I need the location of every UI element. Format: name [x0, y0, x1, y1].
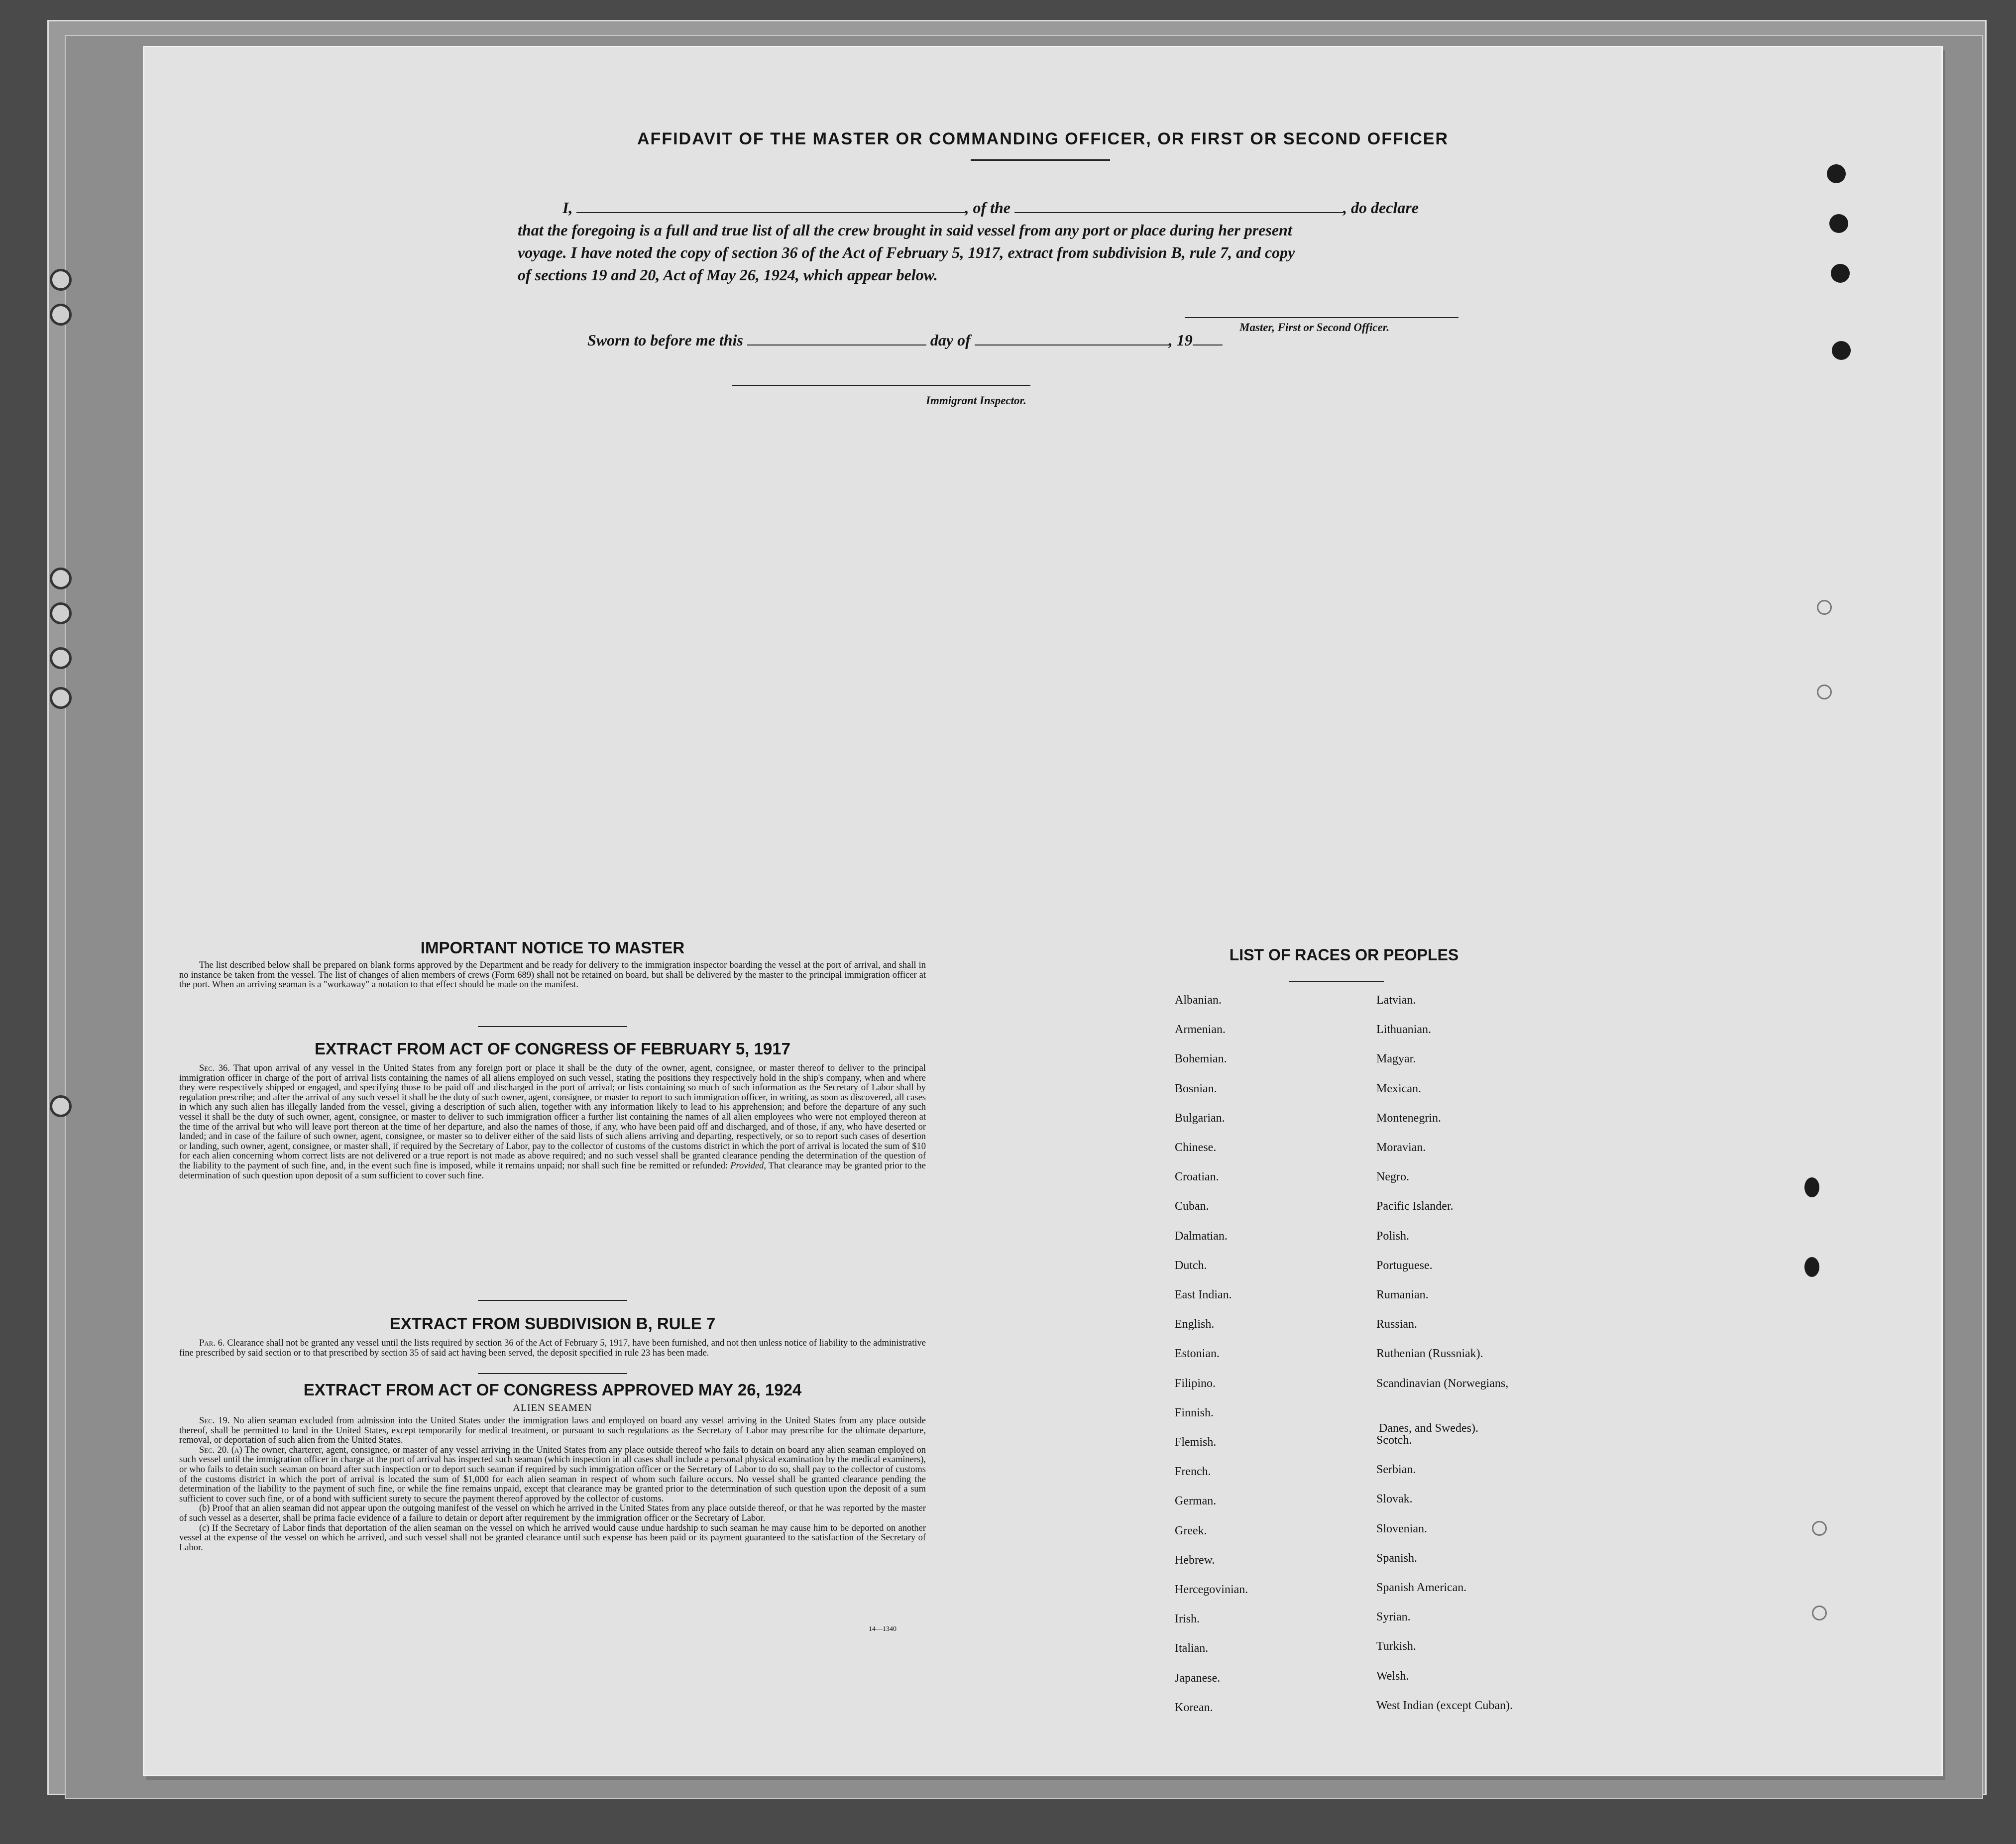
sworn-year-field[interactable]	[1193, 332, 1223, 346]
races-title: LIST OF RACES OR PEOPLES	[1229, 946, 1459, 964]
race-item: Negro.	[1376, 1170, 1409, 1184]
race-item: Bulgarian.	[1175, 1111, 1225, 1125]
race-item: Russian.	[1376, 1318, 1418, 1331]
declaration-line-3: voyage. I have noted the copy of section 36 of the Act of February 5, 1917, extract from subdivision B, rule 7, and copy	[518, 243, 1295, 261]
race-item: Polish.	[1376, 1229, 1410, 1243]
race-item: Dalmatian.	[1175, 1229, 1228, 1243]
punch-hole-icon	[1829, 214, 1848, 233]
race-item: English.	[1175, 1318, 1215, 1331]
proviso-word: Provided,	[730, 1160, 766, 1171]
sec-20c-body: If the Secretary of Labor finds that deportation of the alien seaman on the vessel on which he arrived would cause undue hardship to such seaman he may cause him to be deported on another vessel at the expense of the vessel on which he arrived, and such vessel shall not be granted clearance until such expense has been paid or its payment guaranteed to the satisfaction of the Secretary of Labor.	[179, 1523, 926, 1553]
sec-36-body: That upon arrival of any vessel in the United States from any foreign port or place it shall be the duty of the owner, agent, consignee, or master thereof to deliver to the principal immigration officer in charge of the port of arrival lists containing the names of all aliens employed on such vessel, stating the positions they respectively hold in the ship's company, when and where they were respectively shipped or engaged, and specifying those to be paid off and discharged in the port of arrival; or lists containing so much of such information as the Secretary of Labor shall by regulation prescribe; and after the arrival of any such vessel it shall be the duty of such owner, agent, consignee, or master to report to such immigration officer, in writing, as soon as discovered, all cases in which any such alien has illegally landed from the vessel, giving a description of such alien, together with any information likely to lead to his apprehension; and before the departure of any such vessel it shall be the duty of such owner, agent, consignee, or master to deliver to such immigration officer a further list containing the names of all alien employees who were not employed thereon at the time of the arrival but who will leave port thereon at the time of her departure, and also the names of those, if any, who have been paid off and discharged, and of those, if any, who have deserted or landed; and in case of the failure of such owner, agent, consignee, or master so to deliver either of the said lists of such aliens arriving and departing, respectively, or so to report such cases of desertion or landing, such owner, agent, consignee, or master shall, if required by the Secretary of Labor, pay to the collector of customs of the customs district in which the port of arrival is located the sum of $10 for each alien concerning whom correct lists are not delivered or a true report is not made as above required; and no such vessel shall be granted clearance pending the determination of the question of the liability to the payment of such fine, and, in the event such fine is imposed, while it remains unpaid; nor shall such fine be remitted or refunded:	[179, 1063, 926, 1171]
par-6-body: Clearance shall not be granted any vessel until the lists required by section 36 of the Act of February 5, 1917, have been furnished, and not then unless notice of liability to the administrative fine prescribed by said section or to that prescribed by section 35 of said act having been served, the deposit specified in rule 23 has been made.	[179, 1338, 926, 1358]
alien-seamen-subtitle: ALIEN SEAMEN	[513, 1402, 592, 1413]
binder-hole-icon	[50, 647, 72, 669]
punch-hole-icon	[1804, 1257, 1819, 1277]
race-item: Slovenian.	[1376, 1522, 1427, 1535]
race-item: Moravian.	[1376, 1141, 1426, 1154]
vessel-field[interactable]	[1014, 199, 1343, 213]
sworn-month-field[interactable]	[975, 332, 1169, 346]
sec-20a-body: The owner, charterer, agent, consignee, or master of any vessel arriving in the United States from any place outside thereof who fails to detain on board any alien seaman employed on such vessel until the immigration officer in charge at the port of arrival has inspected such seaman (which inspection in all cases shall include a personal physical examination by the medical examiners), or who fails to detain such seaman on board after such inspection or to deport such seaman if required by such immigration officer or the Secretary of Labor to do so, shall pay to the collector of customs of the customs district in which the port of arrival is located the sum of $1,000 for each alien seaman in respect of whom such failure occurs. No vessel shall be granted clearance pending the determination of the liability to the payment of such fine, or while the fine remains unpaid, except that clearance may be granted prior to the determination of such question upon the deposit of a sum sufficient to cover such fine, or of a bond with sufficient surety to secure the payment thereof approved by the collector of customs.	[179, 1445, 926, 1504]
race-item: Mexican.	[1376, 1082, 1421, 1095]
race-item: Albanian.	[1175, 994, 1222, 1007]
race-item: Bosnian.	[1175, 1082, 1217, 1095]
race-item: Hebrew.	[1175, 1553, 1215, 1567]
title-rule	[971, 159, 1110, 161]
extract-1917-title: EXTRACT FROM ACT OF CONGRESS OF FEBRUARY 5, 1917	[315, 1039, 790, 1058]
race-item: Latvian.	[1376, 994, 1416, 1007]
race-item: Serbian.	[1376, 1463, 1416, 1477]
sec-20b-label: (b)	[199, 1503, 210, 1514]
race-item: Ruthenian (Russniak).	[1376, 1347, 1483, 1361]
declaration-i: I,	[562, 199, 573, 217]
race-item: Hercegovinian.	[1175, 1583, 1248, 1596]
race-item: French.	[1175, 1465, 1211, 1479]
declaration-do-declare: , do declare	[1343, 199, 1419, 217]
race-item: Syrian.	[1376, 1611, 1411, 1624]
race-item: Lithuanian.	[1376, 1023, 1431, 1037]
sworn-day-of: day of	[930, 331, 971, 349]
race-item: Finnish.	[1175, 1406, 1214, 1419]
race-item: Greek.	[1175, 1524, 1207, 1537]
master-signature-line[interactable]	[1185, 317, 1458, 318]
divider	[478, 1300, 627, 1301]
race-item: East Indian.	[1175, 1288, 1232, 1301]
race-item: Rumanian.	[1376, 1288, 1429, 1301]
sec-36-paragraph	[179, 1064, 926, 1181]
sec-20c-label: (c)	[199, 1523, 210, 1533]
race-item: Filipino.	[1175, 1377, 1216, 1390]
race-item: Magyar.	[1376, 1052, 1416, 1066]
rule-7-title: EXTRACT FROM SUBDIVISION B, RULE 7	[389, 1314, 716, 1333]
binder-hole-icon	[50, 687, 72, 709]
race-item: Montenegrin.	[1376, 1111, 1441, 1125]
race-item: German.	[1175, 1495, 1217, 1508]
binder-hole-icon	[50, 602, 72, 624]
punch-hole-outline-icon	[1812, 1521, 1827, 1536]
inspector-label: Immigrant Inspector.	[926, 394, 1026, 407]
sworn-text: Sworn to before me this	[587, 331, 743, 349]
punch-hole-icon	[1831, 264, 1850, 283]
race-item: Dutch.	[1175, 1259, 1207, 1272]
extract-1917-text	[179, 1064, 926, 1181]
races-rule	[1289, 981, 1384, 982]
declaration-line-4: of sections 19 and 20, Act of May 26, 1924, which appear below.	[518, 266, 938, 284]
punch-hole-outline-icon	[1817, 600, 1832, 615]
sec-20b-body: Proof that an alien seaman did not appear upon the outgoing manifest of the vessel on which he arrived in the United States from any place outside thereof, or that he was reported by the master of such vessel as a deserter, shall be prima facie evidence of a failure to detain or deport after requirement by the immigration officer or the Secretary of Labor.	[179, 1503, 926, 1523]
affidavit-title: AFFIDAVIT OF THE MASTER OR COMMANDING OFFICER, OR FIRST OR SECOND OFFICER	[637, 129, 1449, 148]
race-item: Scandinavian (Norwegians,	[1376, 1377, 1509, 1390]
sworn-day-field[interactable]	[747, 332, 926, 346]
sec-20-label: Sec. 20. (a)	[199, 1445, 242, 1455]
name-field[interactable]	[576, 199, 965, 213]
sworn-line	[587, 331, 1223, 349]
sec-20a-paragraph	[179, 1446, 926, 1504]
notice-text	[179, 961, 926, 990]
binder-hole-icon	[50, 269, 72, 291]
extract-1924-title: EXTRACT FROM ACT OF CONGRESS APPROVED MAY 26, 1924	[303, 1381, 802, 1399]
punch-hole-outline-icon	[1817, 685, 1832, 699]
notice-title: IMPORTANT NOTICE TO MASTER	[420, 938, 685, 957]
race-item: Spanish.	[1376, 1551, 1418, 1565]
document-page	[144, 47, 1941, 1775]
binder-hole-icon	[50, 568, 72, 589]
race-scandinavian-continued: Danes, and Swedes).	[1379, 1422, 1478, 1435]
binder-hole-icon	[50, 304, 72, 326]
divider	[478, 1373, 627, 1374]
sec-36-proviso: That clearance may be granted prior to the determination of such question upon deposit of a sum sufficient to cover such fine.	[179, 1160, 926, 1181]
race-item: Armenian.	[1175, 1023, 1226, 1037]
race-item: Bohemian.	[1175, 1052, 1227, 1066]
race-item: Cuban.	[1175, 1200, 1209, 1213]
race-item: Spanish American.	[1376, 1581, 1467, 1594]
notice-paragraph: The list described below shall be prepared on blank forms approved by the Department and be ready for delivery to the immigration inspector boarding the vessel at the port of arrival, and shall in no instance be taken from the vessel. The list of changes of alien members of crews (Form 689) shall not be retained on board, but shall be delivered by the master to the principal immigration officer at the port. When an arriving seaman is a "workaway" a notation to that effect should be made on the manifest.	[179, 960, 926, 990]
race-item: Pacific Islander.	[1376, 1200, 1454, 1213]
race-item: Portuguese.	[1376, 1259, 1433, 1272]
race-item: Slovak.	[1376, 1493, 1413, 1506]
declaration-of-the: , of the	[965, 199, 1010, 217]
sec-20b-paragraph	[179, 1504, 926, 1523]
declaration-line-1	[518, 197, 1483, 219]
race-item: Chinese.	[1175, 1141, 1217, 1154]
sec-19-paragraph	[179, 1416, 926, 1446]
sec-36-label: Sec. 36.	[199, 1063, 230, 1073]
race-item: Turkish.	[1376, 1640, 1416, 1653]
race-item: West Indian (except Cuban).	[1376, 1699, 1513, 1712]
punch-hole-outline-icon	[1812, 1606, 1827, 1620]
race-item: Korean.	[1175, 1701, 1213, 1714]
divider	[478, 1026, 627, 1027]
rule-7-text	[179, 1339, 926, 1358]
race-item: Croatian.	[1175, 1170, 1219, 1184]
affidavit-declaration	[518, 197, 1483, 286]
race-item: Italian.	[1175, 1642, 1209, 1655]
sec-20c-paragraph	[179, 1524, 926, 1553]
race-item: Irish.	[1175, 1613, 1200, 1626]
inspector-signature-line[interactable]	[732, 385, 1030, 386]
race-item: Flemish.	[1175, 1436, 1217, 1449]
par-6-paragraph	[179, 1339, 926, 1358]
form-code: 14—1340	[869, 1625, 896, 1633]
declaration-line-2: that the foregoing is a full and true list of all the crew brought in said vessel from any port or place during her present	[518, 221, 1292, 239]
race-item: Estonian.	[1175, 1347, 1220, 1361]
race-item: Scotch.	[1376, 1434, 1412, 1447]
binder-hole-icon	[50, 1095, 72, 1117]
race-item: Welsh.	[1376, 1669, 1409, 1683]
par-6-label: Par. 6.	[199, 1338, 225, 1348]
punch-hole-icon	[1827, 164, 1846, 183]
sec-19-label: Sec. 19.	[199, 1416, 230, 1426]
race-item: Japanese.	[1175, 1671, 1221, 1685]
punch-hole-icon	[1832, 341, 1851, 360]
extract-1924-text	[179, 1416, 926, 1553]
punch-hole-icon	[1804, 1177, 1819, 1197]
sworn-year-prefix: , 19	[1168, 331, 1193, 349]
sec-19-body: No alien seaman excluded from admission into the United States under the immigration laws and employed on board any vessel arriving in the United States from any place outside thereof, shall be permitted to land in the United States, except temporarily for medical treatment, or pursuant to such regulations as the Secretary of Labor may prescribe for the ultimate departure, removal, or deportation of such alien from the United States.	[179, 1416, 926, 1446]
master-label: Master, First or Second Officer.	[1239, 321, 1390, 334]
